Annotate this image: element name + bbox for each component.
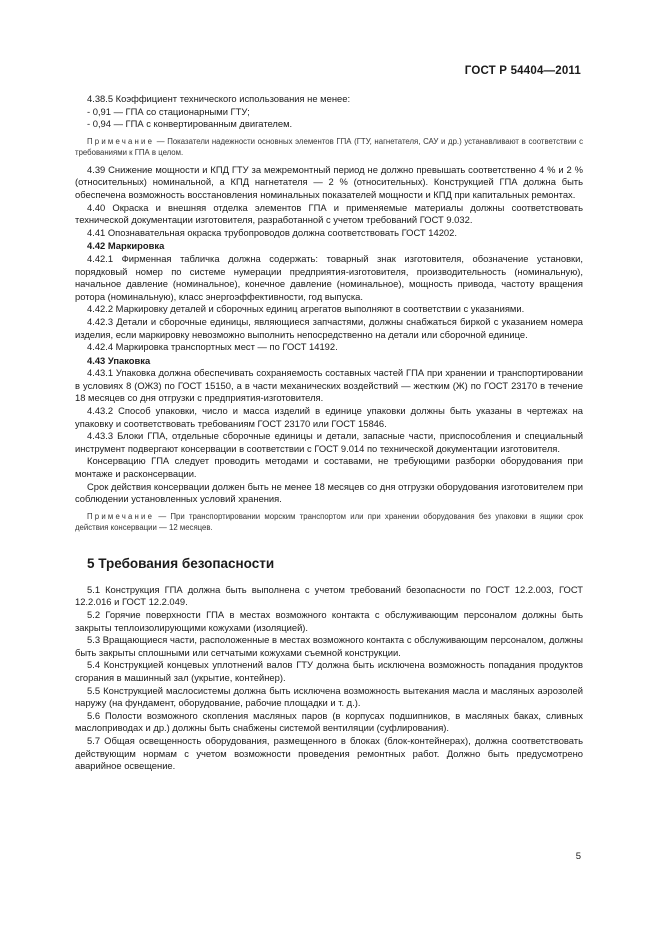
- paragraph-conservation-term: Срок действия консервации должен быть не менее 18 месяцев со дня отгрузки оборудования изготовителем при соблюдении установленных условий хранения.: [75, 480, 583, 505]
- clause-5-7: 5.7 Общая освещенность оборудования, размещенного в блоках (блок-контейнерах), должна соответствовать действующим нормам с учетом возможности проведения ремонтных работ. Должно быть предусмотрено аварийное освещение.: [75, 734, 583, 772]
- clause-5-3: 5.3 Вращающиеся части, расположенные в местах возможного контакта с обслуживающим персоналом, должны быть закрыты сплошными или сетчатыми кожухами съемной конструкции.: [75, 634, 583, 658]
- clause-4-41: 4.41 Опознавательная окраска трубопроводов должна соответствовать ГОСТ 14202.: [87, 226, 457, 238]
- clause-4-43-3: 4.43.3 Блоки ГПА, отдельные сборочные единицы и детали, запасные части, приспособления и специальный инструмент подвергают консервации в соответствии с ГОСТ 9.014 по технической документации изготовителя.: [75, 430, 583, 454]
- clause-5-2: 5.2 Горячие поверхности ГПА в местах возможного контакта с обслуживающим персоналом должны быть закрыты теплоизолирующими кожухами (изоляцией).: [75, 609, 583, 633]
- clause-4-42-3: 4.42.3 Детали и сборочные единицы, являющиеся запчастями, должны снабжаться биркой с указанием номера изделия, если маркировку невозможно выполнить непосредственно на детали или сборочной единице.: [75, 315, 583, 340]
- section-5-title: 5 Требования безопасности: [87, 555, 275, 571]
- clause-4-38-5: 4.38.5 Коэффициент технического использования не менее:: [87, 93, 351, 104]
- clause-5-5: 5.5 Конструкцией маслосистемы должна быть исключена возможность вытекания масла и масляных аэрозолей наружу (на фундамент, оборудование, рабочие площадки и т. д.).: [75, 684, 583, 709]
- clause-4-38-5-item-1: - 0,91 — ГПА со стационарными ГТУ;: [87, 105, 250, 117]
- heading-4-43: 4.43 Упаковка: [87, 354, 151, 366]
- note-reliability: [75, 136, 583, 159]
- clause-4-42-2: 4.42.2 Маркировку деталей и сборочных единиц агрегатов выполняют в соответствии с указаниями.: [87, 303, 525, 315]
- page-content: [75, 93, 583, 773]
- clause-5-6: 5.6 Полости возможного скопления масляных паров (в корпусах подшипников, в масляных баках, сливных маслоприводах и др.) должны быть снабжены системой вентиляции (суфлирования).: [75, 709, 583, 734]
- clause-4-38-5-item-2: - 0,94 — ГПА с конвертированным двигателем.: [87, 118, 293, 130]
- clause-4-42-1: 4.42.1 Фирменная табличка должна содержать: товарный знак изготовителя, обозначение установки, порядковый номер по системе нумерации предприятия-изготовителя, производительность (номинальную), начальное давление (номинальное), конечное давление (номинальное), мощность привода, частоту вращения ротора (номинальную), класс энергоэффективности, год выпуска.: [75, 252, 583, 302]
- clause-4-39: 4.39 Снижение мощности и КПД ГТУ за межремонтный период не должно превышать соответственно 4 % и 2 % (относительных) номинальной, а КПД нагнетателя — 2 % (относительных). Конструкцией ГПА должна быть обеспечена возможность восстановления номинальных показателей мощности и КПД при капитальных ремонтах.: [75, 163, 583, 200]
- clause-4-43-1: 4.43.1 Упаковка должна обеспечивать сохраняемость составных частей ГПА при хранении и транспортировании в условиях 8 (ОЖ3) по ГОСТ 15150, а в части механических воздействий — жестким (Ж) по ГОСТ 23170 в течение 18 месяцев со дня отгрузки с предприятия-изготовителя.: [75, 367, 583, 404]
- clause-4-42-4: 4.42.4 Маркировка транспортных мест — по ГОСТ 14192.: [87, 341, 338, 353]
- page-header-doc-id: ГОСТ Р 54404—2011: [464, 65, 581, 77]
- clause-5-1: 5.1 Конструкция ГПА должна быть выполнена с учетом требований безопасности по ГОСТ 12.2.003, ГОСТ 12.2.016 и ГОСТ 12.2.049.: [75, 583, 583, 608]
- clause-4-40: 4.40 Окраска и внешняя отделка элементов ГПА и применяемые материалы должны соответствовать технической документации изготовителя, разработанной с учетом требований ГОСТ 9.032.: [75, 201, 583, 226]
- clause-4-43-2: 4.43.2 Способ упаковки, число и масса изделий в единице упаковки должны быть указаны в чертежах на упаковку и соответствовать требованиям ГОСТ 23170 или ГОСТ 15846.: [75, 405, 583, 429]
- heading-4-42: 4.42 Маркировка: [87, 240, 165, 252]
- page-number: 5: [575, 851, 581, 862]
- note-text: — При транспортировании морским транспортом или при хранении оборудования без упаковки в ящики срок действия консервации — 12 месяцев.: [75, 511, 583, 533]
- note-text: — Показатели надежности основных элементов ГПА (ГТУ, нагнетателя, САУ и др.) устанавливают в соответствии с требованиями к ГПА в целом.: [75, 136, 583, 158]
- paragraph-conservation-methods: Консервацию ГПА следует проводить методами и составами, не требующими разборки оборудования при монтаже и расконсервации.: [75, 455, 583, 480]
- note-label: Примечание: [87, 511, 155, 521]
- clause-5-4: 5.4 Конструкцией концевых уплотнений валов ГТУ должна быть исключена возможность попадания продуктов сгорания в машинный зал (укрытие, контейнер).: [75, 659, 583, 683]
- note-transport: [75, 511, 583, 534]
- note-label: Примечание: [87, 136, 155, 146]
